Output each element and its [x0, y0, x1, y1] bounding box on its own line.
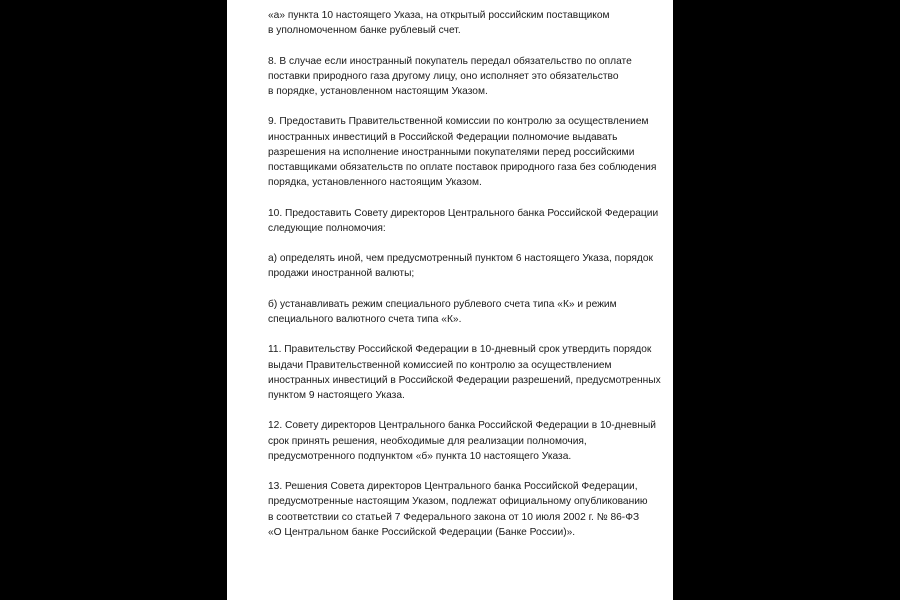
- text-line: поставки природного газа другому лицу, оно исполняет это обязательство: [268, 70, 619, 82]
- paragraph-10: [268, 206, 668, 236]
- text-line: 10. Предоставить Совету директоров Центрального банка Российской Федерации: [268, 207, 659, 219]
- document-body: [268, 8, 668, 555]
- text-line: разрешения на исполнение иностранными покупателями перед российскими: [268, 146, 635, 158]
- text-line: а) определять иной, чем предусмотренный пунктом 6 настоящего Указа, порядок: [268, 253, 653, 265]
- text-line: в порядке, установленном настоящим Указом.: [268, 86, 488, 97]
- text-line: б) устанавливать режим специального рублевого счета типа «К» и режим: [268, 298, 617, 310]
- paragraph-9: [268, 114, 668, 190]
- paragraph-12: [268, 418, 668, 464]
- text-line: предусмотренные настоящим Указом, подлежат официальному опубликованию: [268, 496, 648, 508]
- text-line: следующие полномочия:: [268, 222, 386, 234]
- text-line: срок принять решения, необходимые для реализации полномочия,: [268, 435, 587, 447]
- text-line: поставщиками обязательств по оплате поставок природного газа без соблюдения: [268, 162, 657, 173]
- text-line: порядка, установленного настоящим Указом.: [268, 177, 482, 189]
- text-line: 8. В случае если иностранный покупатель передал обязательство по оплате: [268, 55, 632, 67]
- text-line: «О Центральном банке Российской Федерации (Банке России)».: [268, 526, 576, 538]
- text-line: выдачи Правительственной комиссией по контролю за осуществлением: [268, 359, 612, 371]
- paragraph-7-continuation: [268, 8, 668, 38]
- text-line: в уполномоченном банке рублевый счет.: [268, 25, 461, 37]
- paragraph-13: [268, 479, 668, 540]
- paragraph-8: [268, 54, 668, 100]
- paragraph-10b: [268, 297, 668, 327]
- document-page: [227, 0, 673, 600]
- text-line: «а» пункта 10 настоящего Указа, на открытый российским поставщиком: [268, 10, 610, 21]
- text-line: иностранных инвестиций в Российской Федерации полномочие выдавать: [268, 131, 618, 143]
- text-line: иностранных инвестиций в Российской Федерации разрешений, предусмотренных: [268, 374, 661, 386]
- text-line: 12. Совету директоров Центрального банка Российской Федерации в 10-дневный: [268, 420, 656, 432]
- text-line: предусмотренного подпунктом «б» пункта 10 настоящего Указа.: [268, 450, 572, 462]
- text-line: в соответствии со статьей 7 Федерального закона от 10 июля 2002 г. № 86-ФЗ: [268, 511, 640, 523]
- text-line: продажи иностранной валюты;: [268, 268, 415, 280]
- text-line: 13. Решения Совета директоров Центрального банка Российской Федерации,: [268, 481, 638, 493]
- paragraph-10a: [268, 251, 668, 281]
- paragraph-11: [268, 342, 668, 403]
- text-line: специального валютного счета типа «К».: [268, 313, 462, 325]
- text-line: 11. Правительству Российской Федерации в 10-дневный срок утвердить порядок: [268, 344, 652, 356]
- text-line: пунктом 9 настоящего Указа.: [268, 389, 405, 401]
- text-line: 9. Предоставить Правительственной комиссии по контролю за осуществлением: [268, 116, 649, 128]
